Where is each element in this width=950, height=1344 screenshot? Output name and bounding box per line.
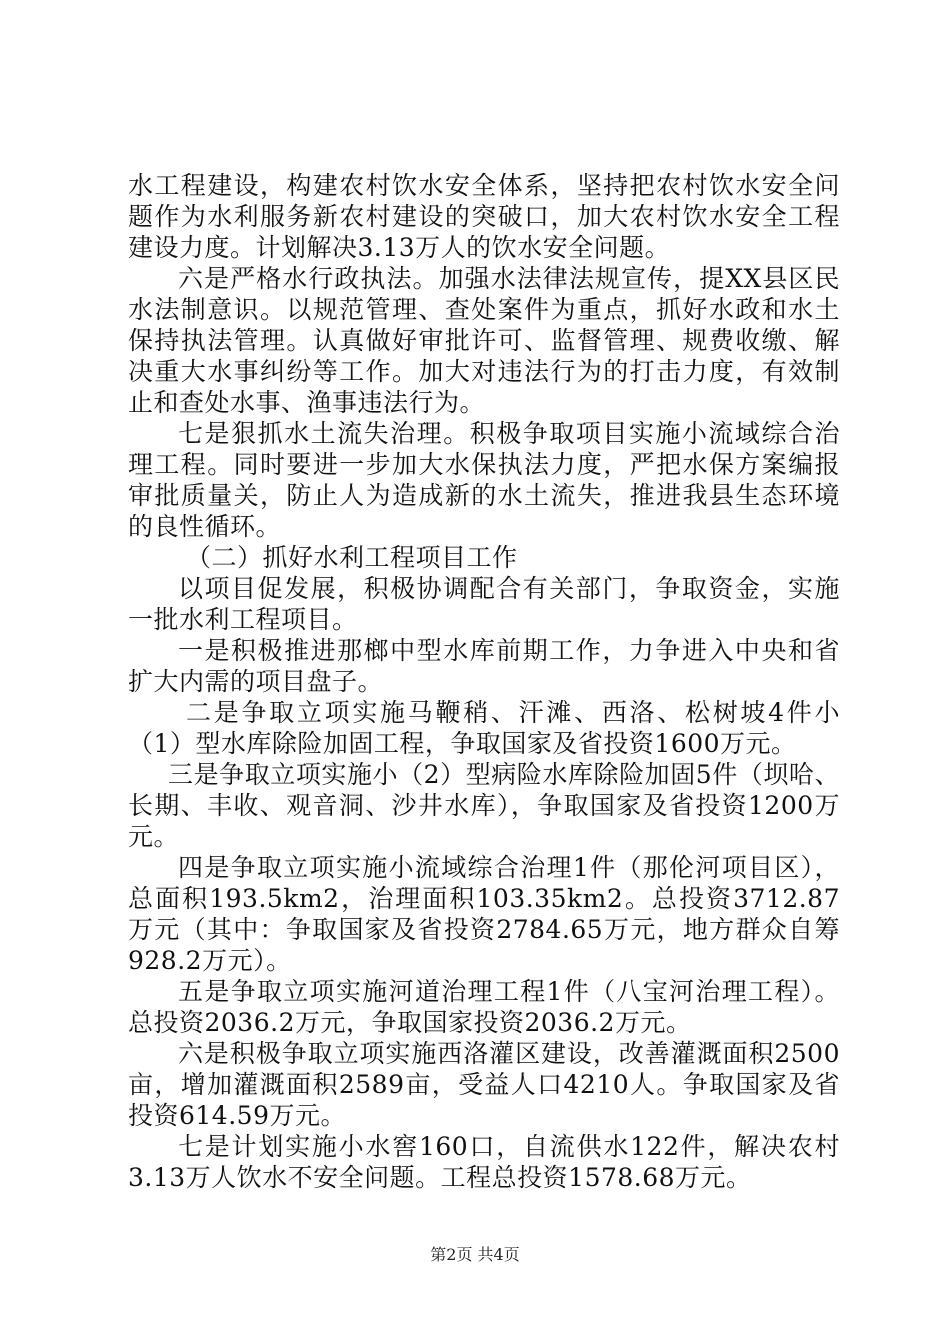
paragraph-law-enforcement: 六是严格水行政执法。加强水法律法规宣传，提XX县区民水法制意识。以规范管理、查处案件为重点，抓好水政和水土保持执法管理。认真做好审批许可、监督管理、规费收缴、解决重大水事纠纷等工作。加大对违法行为的打击力度，有效制止和查处水事、渔事违法行为。: [128, 264, 840, 417]
paragraph-soil-erosion: 七是狠抓水土流失治理。积极争取项目实施小流域综合治理工程。同时要进一步加大水保执法力度，严把水保方案编报审批质量关，防止人为造成新的水土流失，推进我县生态环境的良性循环。: [128, 419, 840, 541]
paragraph-item-1: 一是积极推进那榔中型水库前期工作，力争进入中央和省扩大内需的项目盘子。: [128, 636, 840, 696]
paragraph-continuation: 水工程建设，构建农村饮水安全体系，坚持把农村饮水安全问题作为水利服务新农村建设的突破口，加大农村饮水安全工程建设力度。计划解决3.13万人的饮水安全问题。: [128, 171, 840, 262]
paragraph-item-5: 五是争取立项实施河道治理工程1件（八宝河治理工程）。总投资2036.2万元，争取国家投资2036.2万元。: [128, 977, 840, 1037]
paragraph-item-6: 六是积极争取立项实施西洛灌区建设，改善灌溉面积2500亩，增加灌溉面积2589亩，受益人口4210人。争取国家及省投资614.59万元。: [128, 1039, 840, 1130]
paragraph-item-7: 七是计划实施小水窖160口，自流供水122件，解决农村3.13万人饮水不安全问题。工程总投资1578.68万元。: [128, 1132, 840, 1192]
document-body: [128, 170, 840, 1193]
paragraph-project-intro: 以项目促发展，积极协调配合有关部门，争取资金，实施一批水利工程项目。: [128, 574, 840, 634]
paragraph-item-4: 四是争取立项实施小流域综合治理1件（那伦河项目区），总面积193.5km2，治理面积103.35km2。总投资3712.87万元（其中：争取国家及省投资2784.65万元，地方群众自筹928.2万元）。: [128, 853, 840, 975]
section-heading: （二）抓好水利工程项目工作: [186, 543, 518, 572]
page-number-footer: 第2页 共4页: [430, 1245, 520, 1264]
paragraph-item-3: 三是争取立项实施小（2）型病险水库除险加固5件（坝哈、长期、丰收、观音洞、沙井水库），争取国家及省投资1200万元。: [128, 760, 840, 851]
paragraph-item-2: 二是争取立项实施马鞭稍、汗滩、西洛、松树坡4件小（1）型水库除险加固工程，争取国家及省投资1600万元。: [128, 698, 840, 758]
